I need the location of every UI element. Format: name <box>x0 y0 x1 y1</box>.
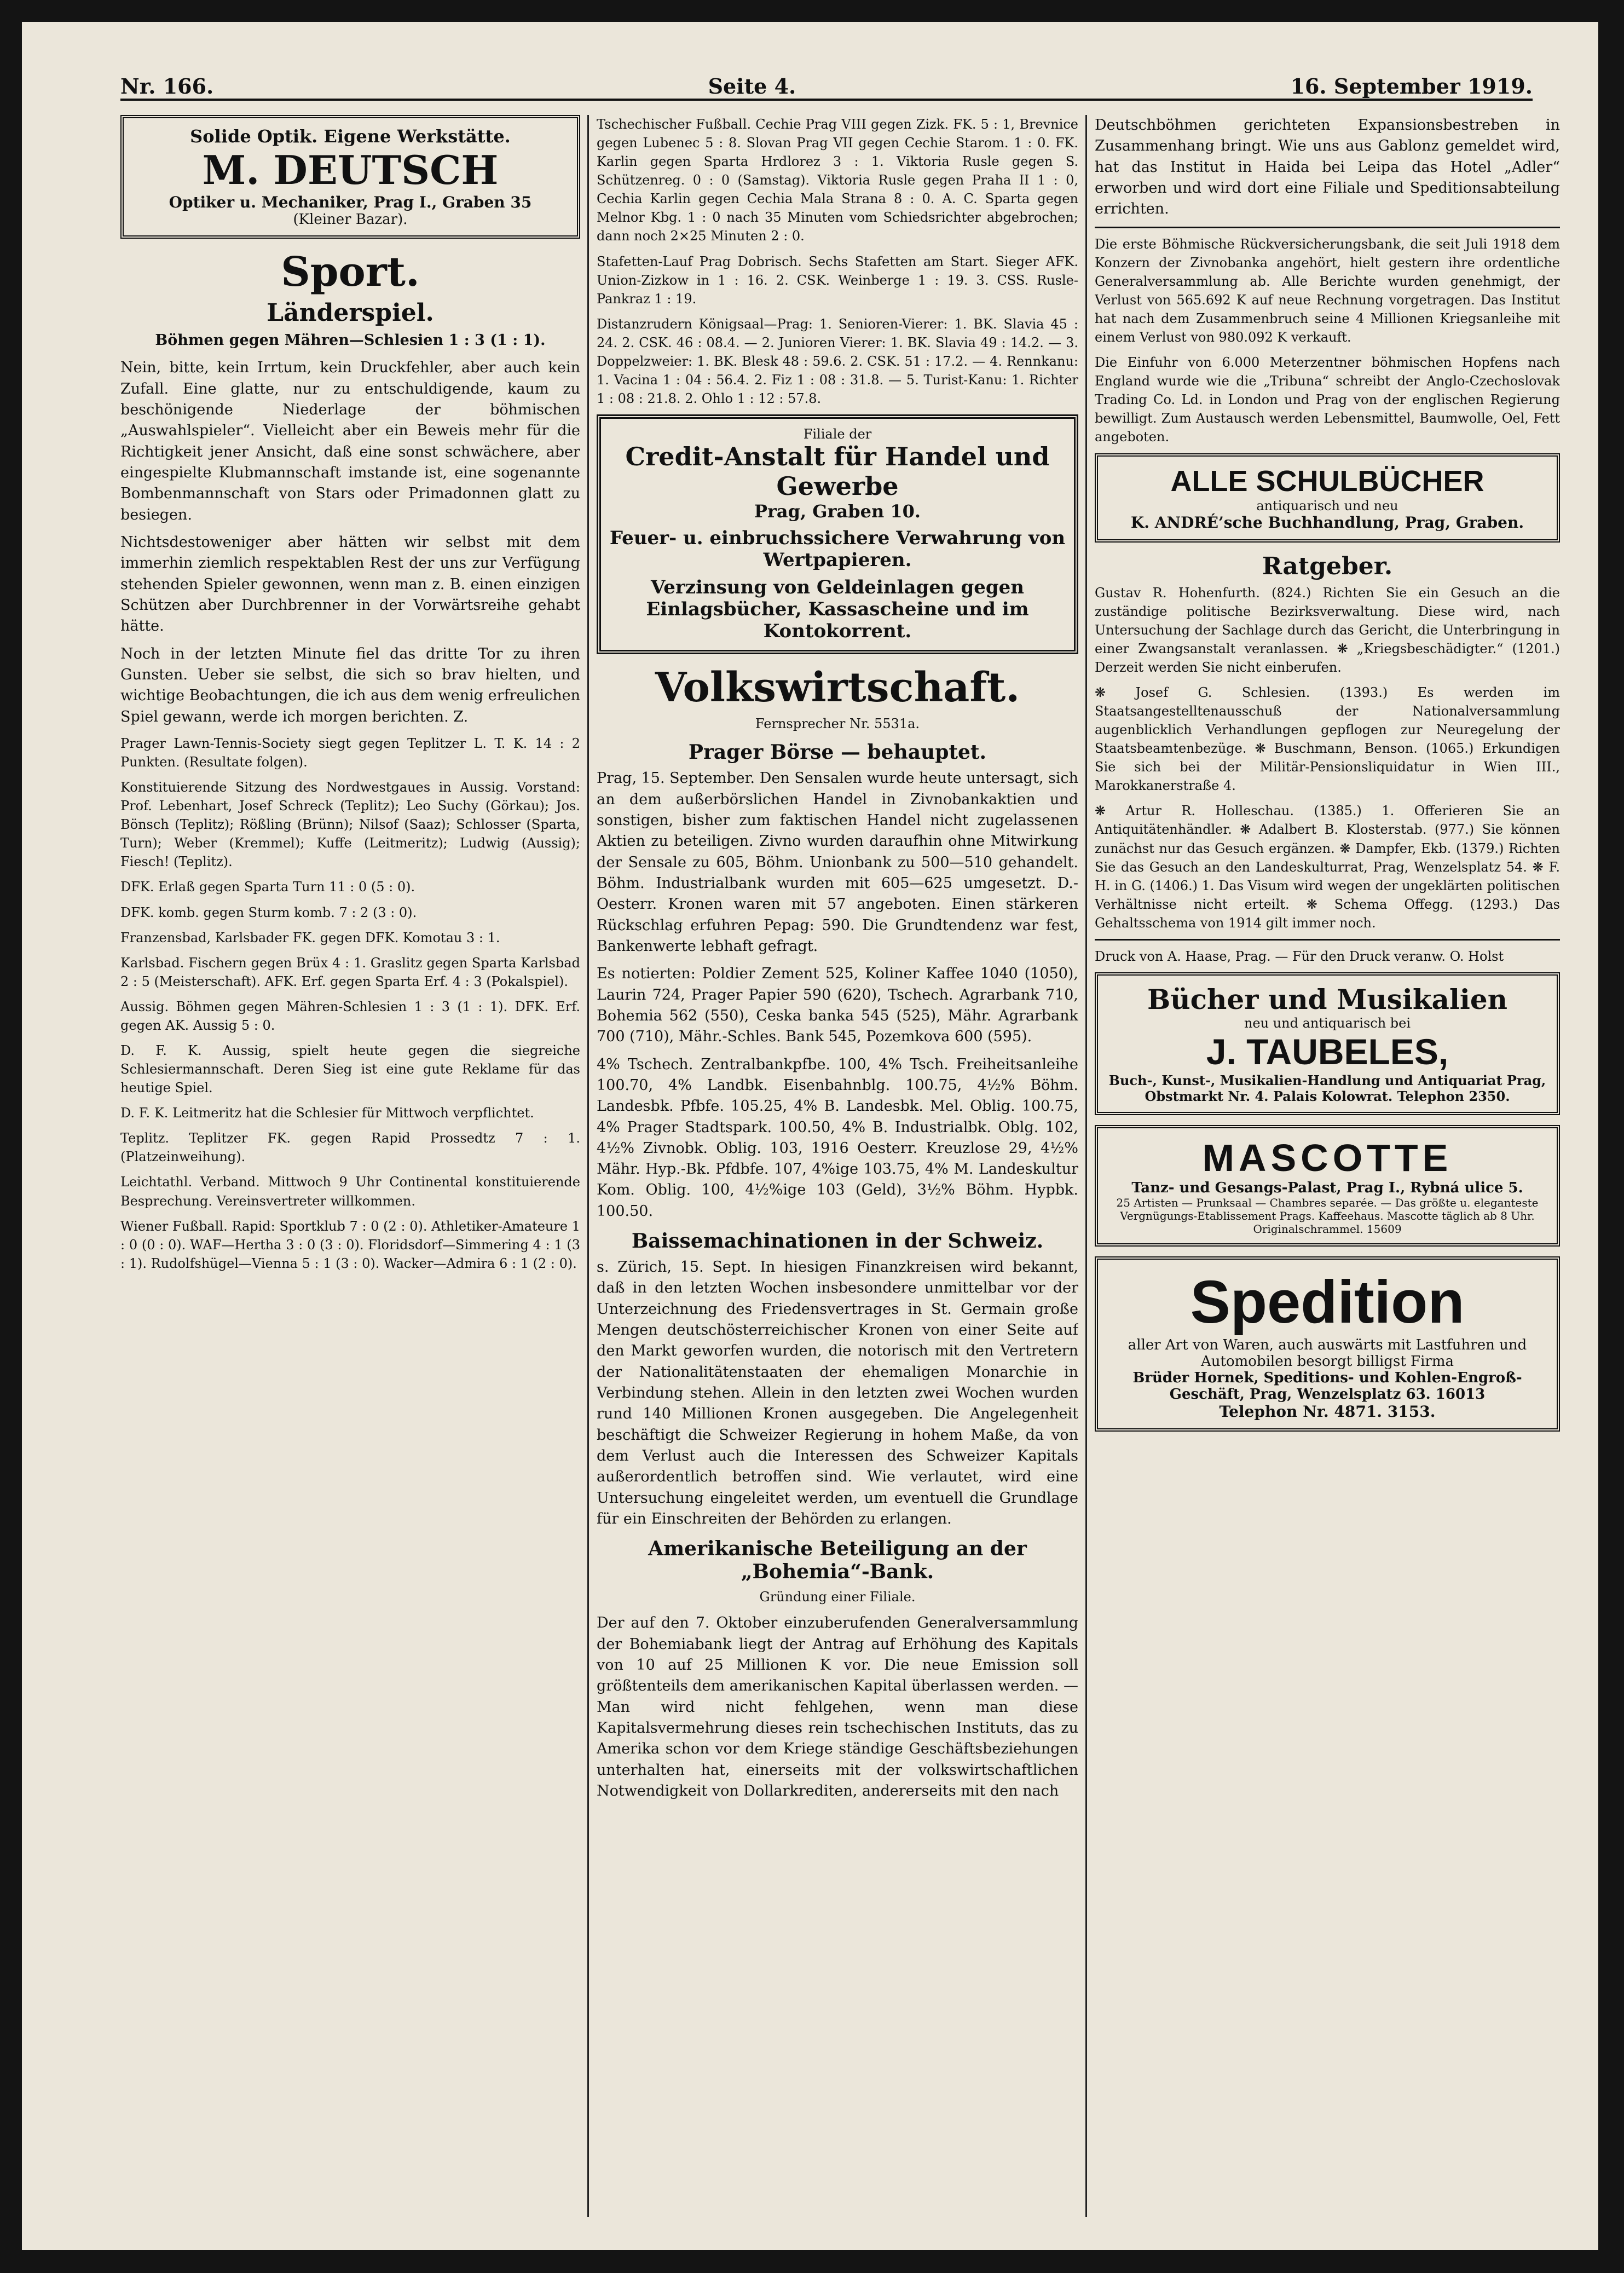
ad-name: Credit-Anstalt für Handel und Gewerbe <box>625 442 1050 501</box>
section-title-ratgeber: Ratgeber. <box>1262 552 1393 580</box>
article-paragraph: Die erste Böhmische Rückversicherungsbank, die seit Juli 1918 dem Konzern der Zivnobanka angehört, hielt gestern ihre ordentliche Generalversammlung ab. Alle Berichte wurden genehmigt, der Verlust von 565.692 K auf neue Rechnung vorgetragen. Das Institut hat nach dem Zusammenbruch seine 4 Millionen Kriegsanleihe mit einem Verlust von 980.092 K verkauft. <box>1095 236 1560 345</box>
article-paragraph: Deutschböhmen gerichteten Expansionsbestreben in Zusammenhang bringt. Wie uns aus Gablonz gemeldet wird, hat das Institut in Haida bei Leipa das Hotel „Adler“ erworben und wird dort eine Filiale und Speditionsabteilung errichten. <box>1095 117 1560 218</box>
ad-name: Spedition <box>1190 1268 1465 1336</box>
sport-note: Distanzrudern Königsaal—Prag: 1. Senioren-Vierer: 1. BK. Slavia 45 : 24. 2. CSK. 46 : 08.4. — 2. Junioren Vierer: 1. BK. Slavia 49 : 14.2. — 3. Doppelzweier: 1. BK. Blesk 48 : 59.6. 2. CSK. 51 : 17.2. — 4. Rennkanu: 1. Vacina 1 : 04 : 56.4. 2. Fiz 1 : 08 : 31.8. — 5. Turist-Kanu: 1. Richter 1 : 08 : 21.8. 2. Ohlo 1 : 12 : 57.8. <box>597 316 1078 407</box>
ad-line: Feuer- u. einbruchssichere Verwahrung von Wertpapieren. <box>609 527 1066 572</box>
ad-line: Filiale der <box>803 426 872 442</box>
ad-name: MASCOTTE <box>1202 1136 1453 1179</box>
ad-name: J. TAUBELES, <box>1206 1031 1449 1072</box>
article-title: Amerikanische Beteiligung an der „Bohemia“-Bank. <box>648 1537 1027 1584</box>
issue-date: 16. September 1919. <box>1290 74 1533 99</box>
issue-number: Nr. 166. <box>120 74 214 99</box>
ad-line: Solide Optik. Eigene Werkstätte. <box>190 126 511 147</box>
article-title: Baissemachinationen in der Schweiz. <box>631 1230 1044 1253</box>
column-3 <box>1095 115 1560 2228</box>
page-number: Seite 4. <box>708 74 796 99</box>
divider <box>1095 227 1560 228</box>
sport-note: Konstituierende Sitzung des Nordwestgaues in Aussig. Vorstand: Prof. Lebenhart, Josef Schreck (Teplitz); Leo Suchy (Görkau); Jos. Bönsch (Teplitz); Rößling (Brünn); Nilsof (Saaz); Schlosser (Sparta, Turn); Weber (Kremmel); Kuffe (Leitmeritz); Ludwig (Aussig); Fiesch! (Teplitz). <box>120 780 580 870</box>
ad-name: Bücher und Musikalien <box>1147 983 1508 1016</box>
section-title-sport: Sport. <box>281 249 420 296</box>
ad-line: Prag, Graben 10. <box>754 501 921 522</box>
article-lede: Böhmen gegen Mähren—Schlesien 1 : 3 (1 : 1). <box>155 332 546 349</box>
article-paragraph: Es notierten: Poldier Zement 525, Koliner Kaffee 1040 (1050), Laurin 724, Prager Papier 590 (620), Tschech. Agrarbank 710, Bohemia 562 (550), Ceska banka 545 (525), Mähr. Agrarbank 700 (710), Mähr.-Schles. Bank 545, Pozemkova 600 (595). <box>597 965 1078 1046</box>
article-paragraph: Nein, bitte, kein Irrtum, kein Druckfehler, aber auch kein Zufall. Eine glatte, nur zu entschuldigende, kaum zu beschönigende Niederlage der böhmischen „Auswahlspieler“. Vielleicht aber ein Beweis mehr für die Richtigkeit jener Ansicht, daß eine sonst schwächere, aber eingespielte Klubmannschaft imstande ist, eine sogenannte Bombenmannschaft von Stars oder Primadonnen glatt zu besiegen. <box>120 359 580 523</box>
article-title: Prager Börse — behauptet. <box>688 741 987 764</box>
sport-note: Karlsbad. Fischern gegen Brüx 4 : 1. Graslitz gegen Sparta Karlsbad 2 : 5 (Meisterschaft). AFK. Erf. gegen Sparta Erf. 4 : 3 (Pokalspiel). <box>120 955 580 989</box>
article-title: Länderspiel. <box>267 299 434 327</box>
sport-note: Franzensbad, Karlsbader FK. gegen DFK. Komotau 3 : 1. <box>120 930 500 945</box>
sport-note: D. F. K. Aussig, spielt heute gegen die siegreiche Schlesiermannschaft. Deren Sieg ist eine gute Reklame für das heutige Spiel. <box>120 1043 580 1096</box>
imprint: Druck von A. Haase, Prag. — Für den Druck veranw. O. Holst <box>1095 948 1504 964</box>
article-paragraph: 4% Tschech. Zentralbankpfbe. 100, 4% Tsch. Freiheitsanleihe 100.70, 4% Landbk. Eisenbahnblg. 100.75, 4½% Böhm. Landesbk. Pfbfe. 105.25, 4% B. Landesbk. Mel. Oblig. 100.75, 4% Prager Stadtspark. 100.50, 4% B. Industrialbk. Oblg. 102, 4½% Zivnobk. Oblig. 103, 1916 Oesterr. Kreuzlose 29, 4½% Mähr. Hyp.-Bk. Pfdbfe. 107, 4%ige 103.75, 4% M. Landeskultur Kom. Oblig. 100, 4½%ige 103 (Geld), 3½% Böhm. Hypbk. 100.50. <box>597 1055 1078 1220</box>
ad-spedition <box>1095 1256 1560 1432</box>
ad-line: 25 Artisten — Prunksaal — Chambres separée. — Das größte u. eleganteste Vergnügungs-Etablissement Prags. Kaffeehaus. Mascotte täglich ab 8 Uhr. Originalschrammel. 15609 <box>1116 1196 1539 1236</box>
section-title-volkswirtschaft: Volkswirtschaft. <box>655 664 1020 712</box>
sport-note: Prager Lawn-Tennis-Society siegt gegen Teplitzer L. T. K. 14 : 2 Punkten. (Resultate folgen). <box>120 735 580 770</box>
article-paragraph: s. Zürich, 15. Sept. In hiesigen Finanzkreisen wird bekannt, daß in den letzten Wochen insbesondere unmittelbar vor der Unterzeichnung des Friedensvertrages in St. Germain große Mengen deutschösterreichischer Kronen von einer Seite auf den Markt geworfen wurden, die notorisch mit den Vertretern der Nationalitätenstaaten der ehemaligen Monarchie in Verbindung stehen. Allein in den letzten zwei Wochen wurden rund 140 Millionen Kronen ausgegeben. Die Angelegenheit beschäftigt die Schweizer Regierung in hohem Maße, da von dem Verlust auch die Interessen des Schweizer Kapitals außerordentlich betroffen sind. Wie verlautet, wird eine Untersuchung eingeleitet werden, um eventuell die Grundlage für ein Einschreiten der Behörden zu erlangen. <box>597 1259 1078 1528</box>
page-header <box>120 55 1533 101</box>
ad-line: Brüder Hornek, Speditions- und Kohlen-Engroß-Geschäft, Prag, Wenzelsplatz 63. 16013 <box>1132 1369 1522 1403</box>
ad-name: ALLE SCHULBÜCHER <box>1170 464 1484 498</box>
article-paragraph: Gustav R. Hohenfurth. (824.) Richten Sie ein Gesuch an die zuständige politische Bezirksverwaltung. Diese wird, nach Untersuchung der Sachlage durch das Gericht, die Unterbringung in einer Zwangsanstalt veranlassen. ❋ „Kriegsbeschädigter.“ (1201.) Derzeit werden Sie nicht einberufen. <box>1095 585 1560 675</box>
column-rule <box>587 115 589 2217</box>
ad-line: neu und antiquarisch bei <box>1244 1015 1411 1031</box>
article-paragraph: Der auf den 7. Oktober einzuberufenden Generalversammlung der Bohemiabank liegt der Antrag auf Erhöhung des Kapitals von 10 auf 25 Millionen K vor. Die neue Emission soll größtenteils dem amerikanischen Kapital überlassen werden. — Man wird nicht fehlgehen, wenn man diese Kapitalsvermehrung dieses rein tschechischen Instituts, das zu Amerika schon vor dem Kriege ständige Geschäftsbeziehungen unterhalten hat, einerseits mit der volkswirtschaftlichen Notwendigkeit von Dollarkrediten, andererseits mit den nach <box>597 1614 1078 1800</box>
sport-note: Leichtathl. Verband. Mittwoch 9 Uhr Continental konstituierende Besprechung. Vereinsvertreter willkommen. <box>120 1174 580 1209</box>
ad-name: M. DEUTSCH <box>202 147 499 193</box>
sport-note: Stafetten-Lauf Prag Dobrisch. Sechs Stafetten am Start. Sieger AFK. Union-Zizkow in 1 : 16. 2. CSK. Weinberge 1 : 19. 3. CSS. Rusle-Pankraz 1 : 19. <box>597 253 1078 307</box>
article-subtitle: Gründung einer Filiale. <box>759 1589 916 1605</box>
article-paragraph: ❋ Artur R. Holleschau. (1385.) 1. Offerieren Sie an Antiquitätenhändler. ❋ Adalbert B. Klosterstab. (977.) Sie können zunächst nur das Gesuch ergänzen. ❋ Dampfer, Ekb. (1379.) Richten Sie das Gesuch an den Landeskulturrat, Prag, Wenzelsplatz 54. ❋ F. H. in G. (1406.) 1. Das Visum wird wegen der ungeklärten politischen Verhältnisse nicht erteilt. ❋ Schema Offegg. (1293.) Das Gehaltsschema von 1914 gilt immer noch. <box>1095 803 1560 931</box>
ad-line: aller Art von Waren, auch auswärts mit Lastfuhren und Automobilen besorgt billigst Firma <box>1128 1336 1527 1370</box>
article-paragraph: ❋ Josef G. Schlesien. (1393.) Es werden im Staatsangestelltenausschuß der Nationalversammlung augenblicklich Verhandlungen gepflogen zur Neuregelung der Staatsbeamtenbezüge. ❋ Buschmann, Benson. (1065.) Erkundigen Sie sich bei der Militär-Pensionsliquidatur in Wien III., Marokkanerstraße 4. <box>1095 684 1560 794</box>
section-phone: Fernsprecher Nr. 5531a. <box>755 716 920 732</box>
ad-schulbuecher <box>1095 453 1560 543</box>
column-rule <box>1085 115 1087 2217</box>
newspaper-page <box>22 22 1598 2250</box>
sport-note: D. F. K. Leitmeritz hat die Schlesier für Mittwoch verpflichtet. <box>120 1105 534 1121</box>
column-1 <box>120 115 580 2228</box>
sport-note: DFK. komb. gegen Sturm komb. 7 : 2 (3 : 0). <box>120 904 417 920</box>
ad-line: Buch-, Kunst-, Musikalien-Handlung und Antiquariat Prag, Obstmarkt Nr. 4. Palais Kolowrat. Telephon 2350. <box>1108 1072 1546 1104</box>
article-paragraph: Die Einfuhr von 6.000 Meterzentner böhmischen Hopfens nach England wurde wie die „Tribuna“ schreibt der Anglo-Czechoslovak Trading Co. Ld. in London und Prag von der englischen Regierung bewilligt. Zum Austausch werden Lebensmittel, Baumwolle, Oel, Fett angeboten. <box>1095 355 1560 445</box>
sport-note: DFK. Erlaß gegen Sparta Turn 11 : 0 (5 : 0). <box>120 879 415 895</box>
ad-credit-anstalt <box>597 414 1078 654</box>
column-2 <box>597 115 1078 2228</box>
article-paragraph: Noch in der letzten Minute fiel das dritte Tor zu ihren Gunsten. Ueber sie selbst, die sich so brav hielten, und wichtige Beobachtungen, die ich aus dem wenig erfreulichen Spiel gewann, werde ich morgen berichten. Z. <box>120 645 580 725</box>
divider <box>1095 939 1560 941</box>
ad-line: antiquarisch und neu <box>1256 498 1398 514</box>
sport-note: Wiener Fußball. Rapid: Sportklub 7 : 0 (2 : 0). Athletiker-Amateure 1 : 0 (0 : 0). WAF—Hertha 3 : 0 (3 : 0). Floridsdorf—Simmering 4 : 1 (3 : 1). Rudolfshügel—Vienna 5 : 1 (3 : 0). Wacker—Admira 6 : 1 (2 : 0). <box>120 1218 580 1271</box>
ad-taubeles <box>1095 972 1560 1115</box>
article-paragraph: Nichtsdestoweniger aber hätten wir selbst mit dem immerhin ziemlich respektablen Rest der uns zur Verfügung stehenden Spieler gewonnen, wenn man z. B. einen einzigen Schützen aber Durchbrenner in der Vorwärtsreihe gehabt hätte. <box>120 533 580 635</box>
ad-deutsch <box>120 115 580 239</box>
article-paragraph: Prag, 15. September. Den Sensalen wurde heute untersagt, sich an dem außerbörslichen Handel in Zivnobankaktien und sonstigen, bisher zum faktischen Handel nicht zugelassenen Aktien zu beteiligen. Zivno wurden daraufhin ohne Mitwirkung der Sensale zu 605, Böhm. Unionbank zu 500—510 gehandelt. Böhm. Industrialbank wurden mit 605—625 umgesetzt. D.-Oesterr. Kronen waren mit 57 angeboten. Einen stärkeren Rückschlag erfuhren Pepag: 590. Die Grundtendenz war fest, Bankenwerte lebhaft gefragt. <box>597 770 1078 955</box>
ad-line: Verzinsung von Geldeinlagen gegen Einlagsbücher, Kassascheine und im Kontokorrent. <box>646 576 1029 643</box>
sport-note: Teplitz. Teplitzer FK. gegen Rapid Prossedtz 7 : 1. (Platzeinweihung). <box>120 1130 580 1165</box>
ad-line: (Kleiner Bazar). <box>293 211 408 228</box>
sport-note: Aussig. Böhmen gegen Mähren-Schlesien 1 : 3 (1 : 1). DFK. Erf. gegen AK. Aussig 5 : 0. <box>120 999 580 1033</box>
ad-line: Optiker u. Mechaniker, Prag I., Graben 35 <box>169 193 532 211</box>
sport-note: Tschechischer Fußball. Cechie Prag VIII gegen Zizk. FK. 5 : 1, Brevnice gegen Lubenec 5 : 8. Slovan Prag VII gegen Cechie Starom. 1 : 0. FK. Karlin gegen Sparta Hrdlorez 3 : 1. Viktoria Rusle gegen S. Schützenreg. 0 : 0 (Samstag). Viktoria Rusle gegen Praha II 1 : 0, Cechia Karlin gegen Cechia Mala Strana 8 : 0. A. C. Sparta gegen Melnor Kbg. 1 : 0 nach 35 Minuten vom Schiedsrichter abgebrochen; dann noch 2×25 Minuten 2 : 0. <box>597 117 1078 244</box>
ad-mascotte <box>1095 1125 1560 1247</box>
ad-line: Tanz- und Gesangs-Palast, Prag I., Rybná ulice 5. <box>1131 1179 1523 1196</box>
ad-line: K. ANDRÉ’sche Buchhandlung, Prag, Graben. <box>1130 513 1524 532</box>
ad-phone: Telephon Nr. 4871. 3153. <box>1219 1402 1436 1421</box>
